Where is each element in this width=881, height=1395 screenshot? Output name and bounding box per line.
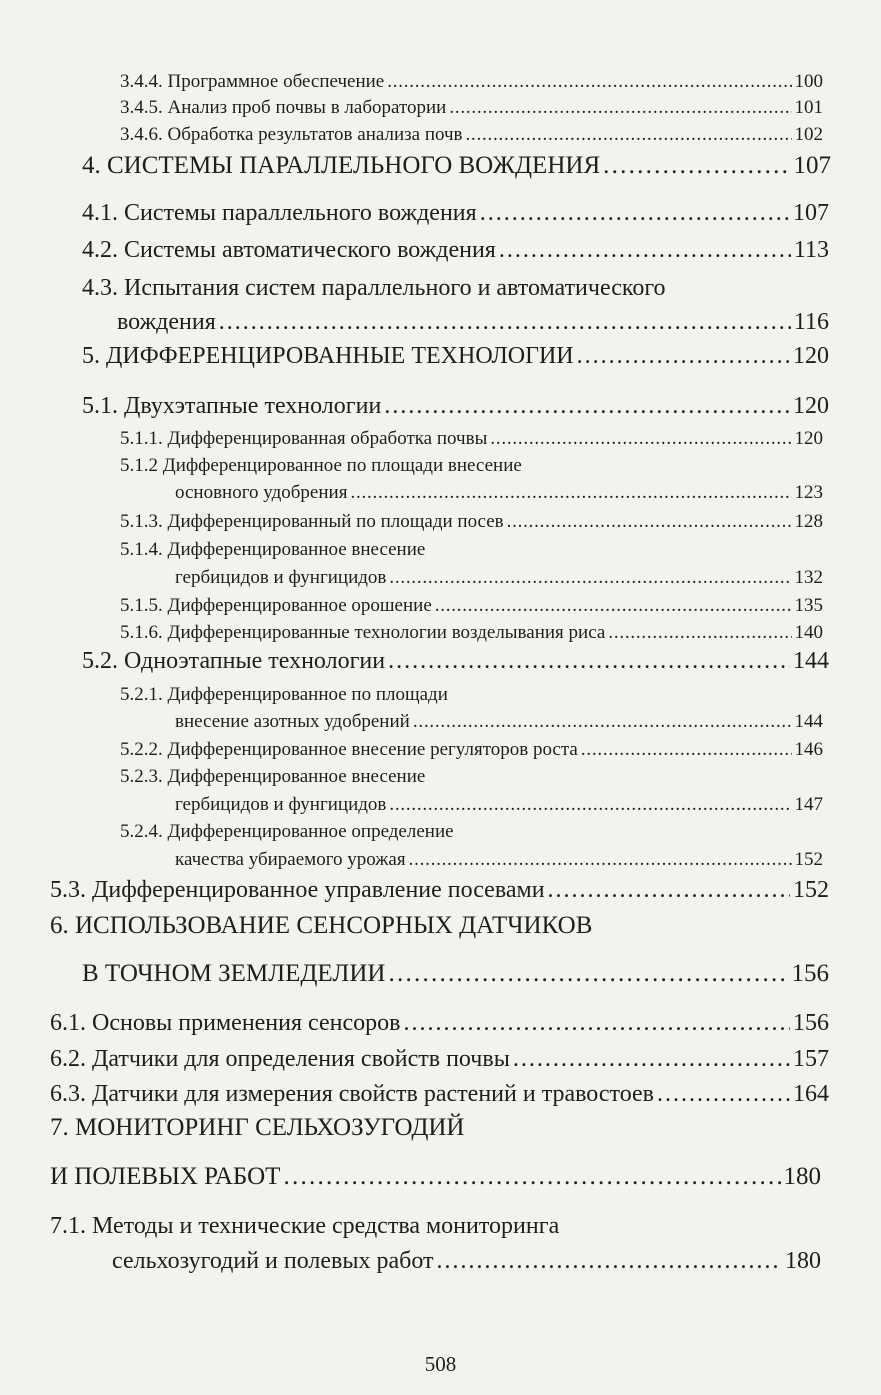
toc-leader-dots <box>513 1046 790 1073</box>
toc-leader-dots <box>466 124 792 146</box>
toc-entry-page: 102 <box>794 124 823 145</box>
toc-entry-title: основного удобрения <box>175 482 348 503</box>
toc-leader-dots <box>608 622 791 644</box>
toc-entry-page: 152 <box>794 849 823 870</box>
toc-entry-page: 116 <box>793 309 829 335</box>
toc-leader-dots <box>507 511 792 533</box>
toc-entry-3-4-6[interactable] <box>120 124 823 146</box>
toc-entry-page: 107 <box>793 152 831 179</box>
toc-entry-6-2[interactable] <box>50 1046 829 1073</box>
toc-entry-6-1[interactable] <box>50 1010 829 1037</box>
toc-entry-3-4-5[interactable] <box>120 97 823 119</box>
toc-entry-page: 144 <box>794 711 823 732</box>
toc-entry-title: 5.1.3. Дифференцированный по площади посев <box>120 511 504 532</box>
toc-entry-5-2-2[interactable] <box>120 739 823 761</box>
toc-entry-title: гербицидов и фунгицидов <box>175 567 387 588</box>
toc-entry-5-2-4-line1[interactable]: 5.2.4. Дифференцированное определение <box>120 821 454 842</box>
toc-entry-page: 107 <box>793 200 829 226</box>
toc-entry-5-2-4[interactable] <box>175 849 823 871</box>
toc-entry-title: 6.2. Датчики для определения свойств почвы <box>50 1046 510 1072</box>
toc-entry-5-1-1[interactable] <box>120 428 823 450</box>
toc-leader-dots <box>437 1248 782 1275</box>
toc-entry-5-2-3-line1[interactable]: 5.2.3. Дифференцированное внесение <box>120 766 426 787</box>
toc-entry-page: 120 <box>793 393 829 419</box>
toc-leader-dots <box>548 877 790 904</box>
toc-entry-4-1[interactable] <box>82 200 829 227</box>
toc-entry-page: 146 <box>794 739 823 760</box>
toc-leader-dots <box>409 849 792 871</box>
toc-entry-page: 128 <box>794 511 823 532</box>
toc-entry-title: 5.1.5. Дифференцированное орошение <box>120 595 432 616</box>
toc-leader-dots <box>581 739 792 761</box>
toc-entry-7-line1[interactable]: 7. МОНИТОРИНГ СЕЛЬХОЗУГОДИЙ <box>50 1114 465 1141</box>
toc-entry-5-1-5[interactable] <box>120 595 823 617</box>
toc-entry-5[interactable] <box>82 343 829 370</box>
toc-leader-dots <box>435 595 792 617</box>
toc-entry-page: 140 <box>794 622 823 643</box>
toc-leader-dots <box>480 200 790 227</box>
toc-entry-title: 5.3. Дифференцированное управление посевами <box>50 877 545 903</box>
toc-entry-4-2[interactable] <box>82 237 829 264</box>
toc-entry-title: 5.1.6. Дифференцированные технологии возделывания риса <box>120 622 606 643</box>
toc-entry-title: 5.1.1. Дифференцированная обработка почвы <box>120 428 488 449</box>
toc-entry-title: 3.4.4. Программное обеспечение <box>120 71 385 92</box>
toc-entry-title: В ТОЧНОМ ЗЕМЛЕДЕЛИИ <box>82 960 386 987</box>
toc-leader-dots <box>389 794 791 816</box>
toc-entry-5-1[interactable] <box>82 393 829 420</box>
toc-leader-dots <box>388 960 788 988</box>
toc-entry-6[interactable] <box>82 960 829 988</box>
toc-entry-5-1-4[interactable] <box>175 567 823 589</box>
toc-entry-title: 6.1. Основы применения сенсоров <box>50 1010 401 1036</box>
toc-entry-page: 120 <box>793 343 829 369</box>
toc-entry-5-2[interactable] <box>82 648 829 675</box>
toc-entry-title: И ПОЛЕВЫХ РАБОТ <box>50 1163 281 1190</box>
toc-leader-dots <box>657 1081 790 1108</box>
toc-entry-page: 156 <box>793 1010 829 1036</box>
toc-entry-5-1-3[interactable] <box>120 511 823 533</box>
toc-entry-page: 123 <box>794 482 823 503</box>
toc-entry-title: 4.1. Системы параллельного вождения <box>82 200 477 226</box>
toc-entry-page: 147 <box>794 794 823 815</box>
toc-leader-dots <box>499 237 791 264</box>
toc-leader-dots <box>403 1010 790 1037</box>
toc-leader-dots <box>490 428 791 450</box>
toc-entry-page: 100 <box>794 71 823 92</box>
page-number: 508 <box>424 1352 457 1376</box>
toc-entry-title: вождения <box>117 309 216 335</box>
toc-leader-dots <box>389 567 791 589</box>
toc-entry-5-1-6[interactable] <box>120 622 823 644</box>
toc-entry-title: гербицидов и фунгицидов <box>175 794 387 815</box>
toc-entry-5-1-4-line1[interactable]: 5.1.4. Дифференцированное внесение <box>120 539 426 560</box>
toc-entry-5-1-2[interactable] <box>175 482 823 504</box>
toc-entry-4-3-line1[interactable]: 4.3. Испытания систем параллельного и автоматического <box>82 275 666 301</box>
toc-entry-5-3[interactable] <box>50 877 829 904</box>
toc-entry-title: 3.4.5. Анализ проб почвы в лаборатории <box>120 97 447 118</box>
toc-leader-dots <box>350 482 791 504</box>
toc-leader-dots <box>577 343 790 370</box>
toc-entry-7-1[interactable] <box>112 1248 821 1275</box>
toc-entry-title: 4.2. Системы автоматического вождения <box>82 237 496 263</box>
toc-entry-5-2-1-line1[interactable]: 5.2.1. Дифференцированное по площади <box>120 684 448 705</box>
toc-entry-page: 164 <box>793 1081 829 1107</box>
toc-leader-dots <box>283 1163 780 1191</box>
toc-entry-title: внесение азотных удобрений <box>175 711 410 732</box>
toc-entry-6-line1[interactable]: 6. ИСПОЛЬЗОВАНИЕ СЕНСОРНЫХ ДАТЧИКОВ <box>50 912 593 939</box>
toc-leader-dots <box>388 648 790 675</box>
toc-entry-title: 5.1. Двухэтапные технологии <box>82 393 382 419</box>
toc-entry-page: 144 <box>793 648 829 674</box>
toc-entry-4-3[interactable] <box>117 309 829 336</box>
toc-leader-dots <box>219 309 791 336</box>
toc-entry-page: 135 <box>794 595 823 616</box>
toc-leader-dots <box>603 152 790 180</box>
toc-leader-dots <box>387 71 791 93</box>
toc-entry-page: 157 <box>793 1046 829 1072</box>
toc-entry-title: 5. ДИФФЕРЕНЦИРОВАННЫЕ ТЕХНОЛОГИИ <box>82 343 574 369</box>
toc-entry-title: 5.2.2. Дифференцированное внесение регуляторов роста <box>120 739 578 760</box>
toc-entry-title: 6.3. Датчики для измерения свойств растений и травостоев <box>50 1081 654 1107</box>
toc-entry-5-2-3[interactable] <box>175 794 823 816</box>
toc-entry-6-3[interactable] <box>50 1081 829 1108</box>
toc-entry-title: сельхозугодий и полевых работ <box>112 1248 434 1274</box>
toc-entry-page: 180 <box>783 1163 821 1190</box>
toc-entry-page: 120 <box>794 428 823 449</box>
toc-leader-dots <box>449 97 791 119</box>
toc-entry-page: 156 <box>791 960 829 987</box>
toc-entry-5-2-1[interactable] <box>175 711 823 733</box>
toc-entry-7[interactable] <box>50 1163 821 1191</box>
toc-entry-title: 4. СИСТЕМЫ ПАРАЛЛЕЛЬНОГО ВОЖДЕНИЯ <box>82 152 601 179</box>
toc-entry-title: 3.4.6. Обработка результатов анализа почв <box>120 124 463 145</box>
toc-entry-page: 113 <box>793 237 829 263</box>
toc-entry-title: качества убираемого урожая <box>175 849 406 870</box>
toc-entry-page: 152 <box>793 877 829 903</box>
toc-entry-7-1-line1[interactable]: 7.1. Методы и технические средства мониторинга <box>50 1213 560 1239</box>
toc-entry-5-1-2-line1[interactable]: 5.1.2 Дифференцированное по площади внесение <box>120 455 522 476</box>
toc-entry-title: 5.2. Одноэтапные технологии <box>82 648 386 674</box>
toc-entry-3-4-4[interactable] <box>120 71 823 93</box>
toc-entry-page: 101 <box>794 97 823 118</box>
toc-leader-dots <box>384 393 790 420</box>
toc-entry-page: 132 <box>794 567 823 588</box>
toc-entry-4[interactable] <box>82 152 831 180</box>
toc-entry-page: 180 <box>785 1248 821 1274</box>
toc-leader-dots <box>413 711 792 733</box>
